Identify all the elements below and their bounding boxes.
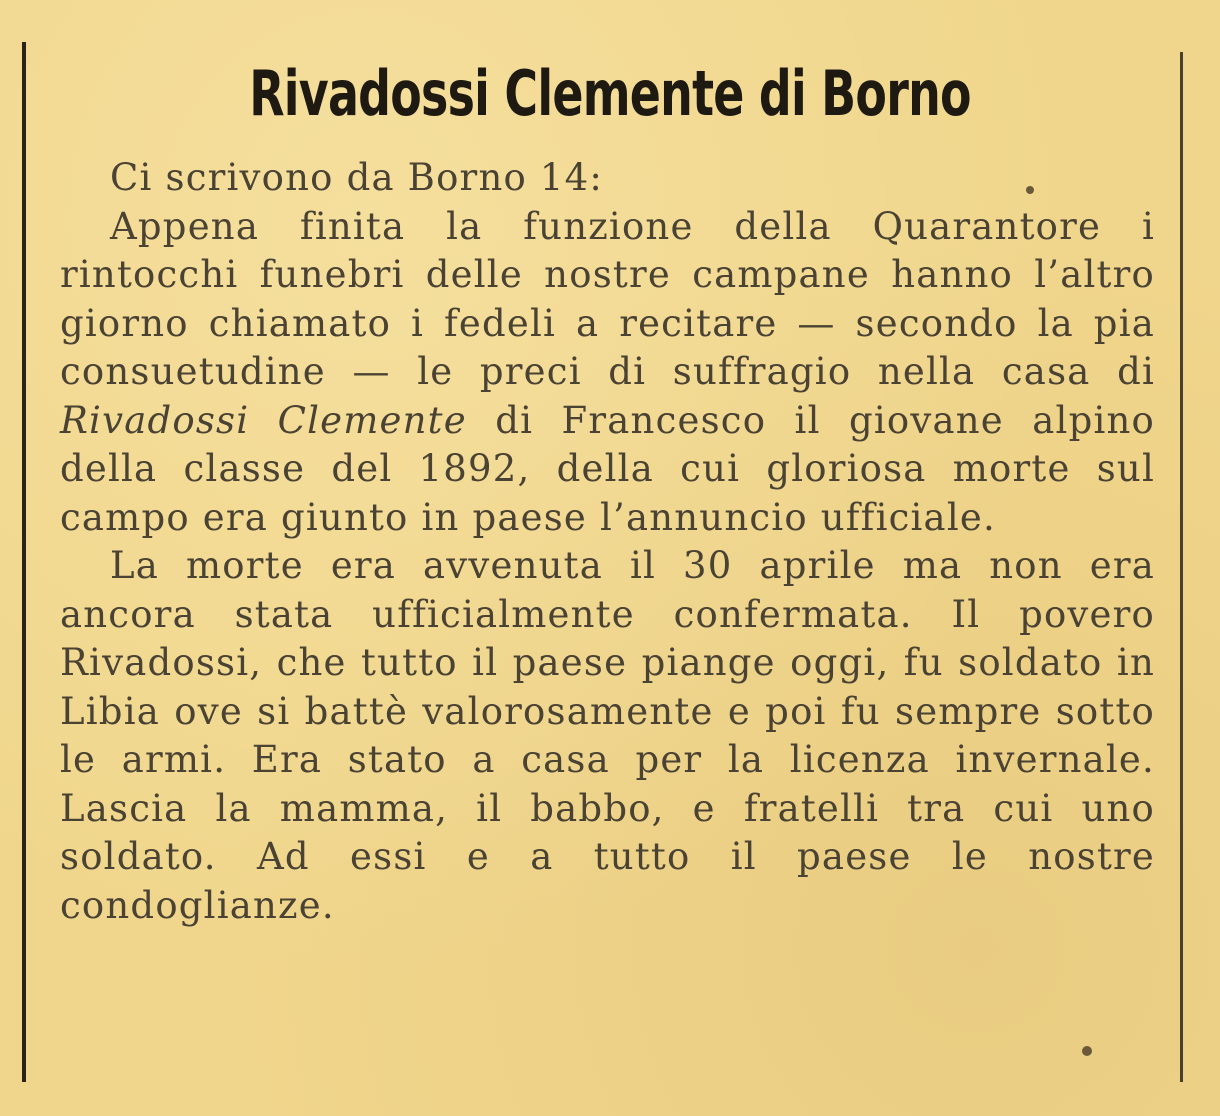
article-body <box>60 154 1155 930</box>
left-column-rule <box>22 42 26 1082</box>
paragraph-1 <box>60 203 1155 543</box>
dateline: Ci scrivono da Borno 14: <box>110 156 604 199</box>
paragraph-1-text-before: Appena finita la funzione della Quarantore i rintocchi funebri delle nostre campane hanno l’altro giorno chiamato i fedeli a recitare — secondo la pia consuetudine — le preci di suffragio nella casa di <box>60 204 1155 393</box>
headline: Rivadossi Clemente di Borno <box>249 57 971 130</box>
paragraph-2: La morte era avvenuta il 30 aprile ma non era ancora stata ufficialmente confermata. Il povero Rivadossi, che tutto il paese piange oggi, fu soldato in Libia ove si battè valorosamente e poi fu sempre sotto le armi. Era stato a casa per la licenza invernale. Lascia la mamma, il babbo, e fratelli tra cui uno soldato. Ad essi e a tutto il paese le nostre condoglianze. <box>60 544 1155 927</box>
person-name: Rivadossi Clemente <box>60 398 467 442</box>
paragraph-1-text-after: di Francesco il giovane alpino della classe del 1892, della cui gloriosa morte sul campo era giunto in paese l’annuncio ufficiale. <box>60 398 1155 539</box>
ink-spot <box>1082 1046 1092 1056</box>
right-column-rule <box>1180 52 1183 1082</box>
